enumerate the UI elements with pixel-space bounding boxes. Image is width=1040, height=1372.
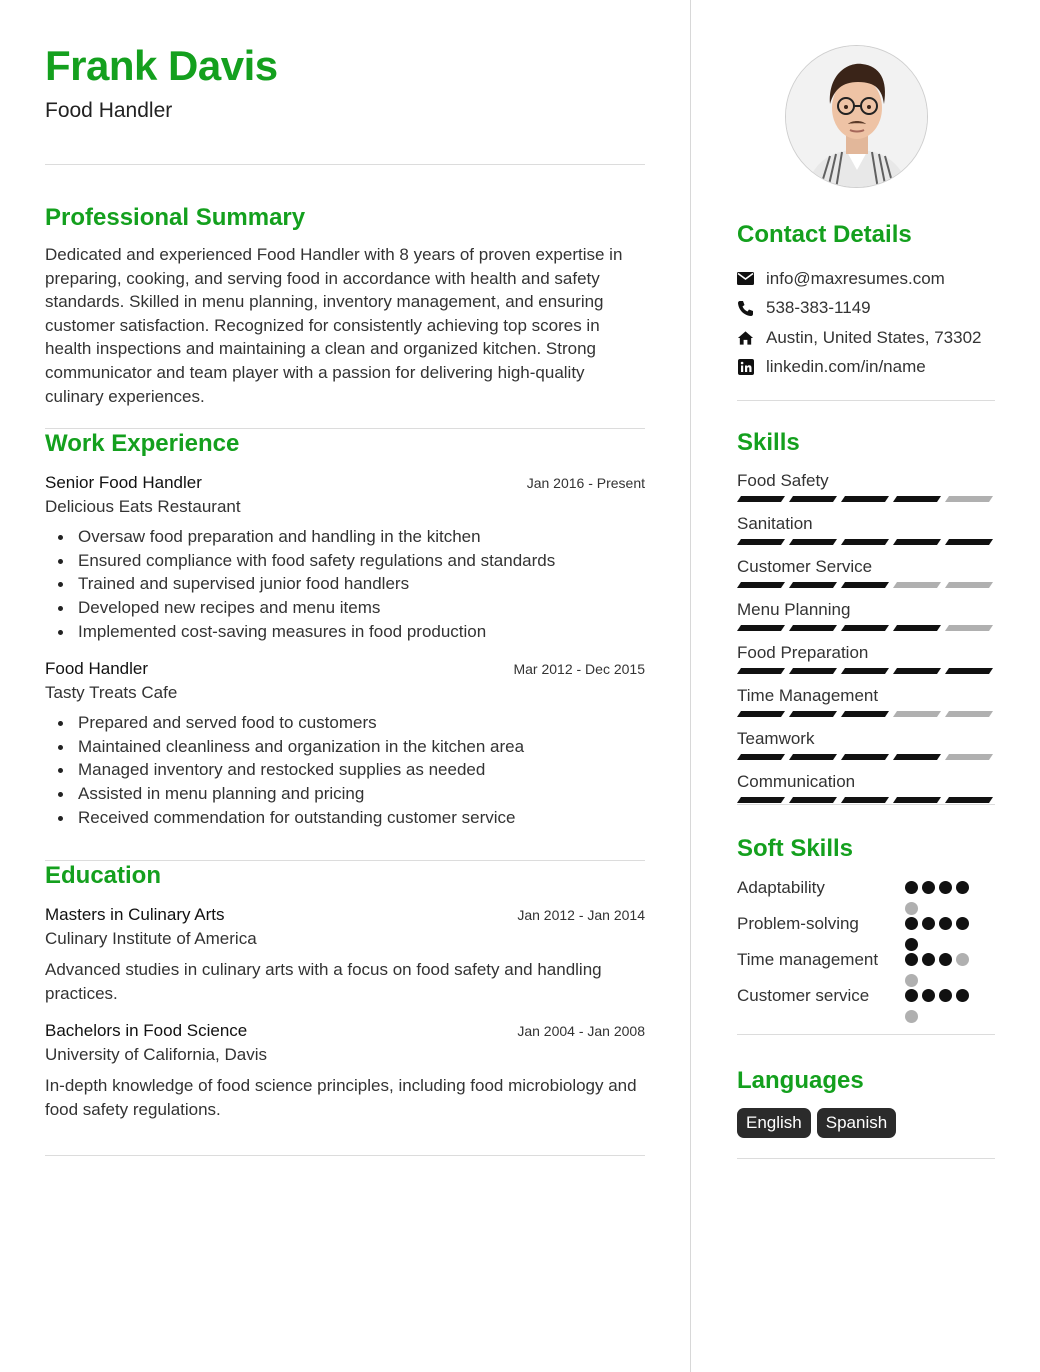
rating-dot [905,953,918,966]
soft-skill-label: Time management [737,950,879,969]
language-badge: English [737,1108,811,1138]
skill-level-segment [737,797,785,803]
email-text[interactable]: info@maxresumes.com [766,268,945,288]
candidate-name: Frank Davis [45,42,278,89]
rating-dot [922,953,935,966]
main-column [45,40,645,1156]
rating-dot [956,917,969,930]
skill-level-bar [737,496,993,502]
soft-skill-label: Problem-solving [737,914,859,933]
soft-skill-item [737,876,995,906]
bullet-item: Received commendation for outstanding customer service [45,806,645,830]
skill-level-bar [737,754,993,760]
education-divider [45,1155,645,1156]
soft-skill-item [737,912,995,942]
column-divider [690,0,691,1372]
skill-level-segment [789,711,837,717]
soft-skill-item [737,948,995,978]
skill-level-segment [841,754,889,760]
rating-dot [905,1010,918,1023]
education-date: Jan 2012 - Jan 2014 [517,907,645,924]
job-date: Mar 2012 - Dec 2015 [513,661,645,678]
contact-divider [737,400,995,401]
header-divider [45,164,645,165]
soft-skills-divider [737,1034,995,1035]
soft-skill-rating [905,917,977,951]
linkedin-text[interactable]: linkedin.com/in/name [766,357,926,377]
soft-skill-rating [905,989,977,1023]
education-description: Advanced studies in culinary arts with a focus on food safety and handling practices. [45,960,602,1003]
rating-dot [922,881,935,894]
job-company: Tasty Treats Cafe [45,683,178,703]
bullet-item: Trained and supervised junior food handlers [45,572,645,596]
skill-item [737,556,995,599]
rating-dot [956,989,969,1002]
skills-list [737,470,995,814]
soft-skills-section [737,834,995,1035]
profile-photo [785,45,928,188]
skill-level-segment [893,754,941,760]
skill-level-bar [737,711,993,717]
skill-level-segment [841,496,889,502]
skill-item [737,470,995,513]
skill-level-segment [893,539,941,545]
skill-level-segment [737,625,785,631]
skill-level-segment [893,668,941,674]
languages-divider [737,1158,995,1159]
skill-level-segment [893,496,941,502]
skill-level-segment [789,668,837,674]
education-entry [45,903,645,1005]
bullet-item: Assisted in menu planning and pricing [45,782,645,806]
job-title: Food Handler [45,659,149,679]
rating-dot [905,881,918,894]
skill-level-segment [893,797,941,803]
rating-dot [922,989,935,1002]
soft-skill-item [737,984,995,1014]
address-text: Austin, United States, 73302 [766,327,982,347]
skill-level-segment [945,539,993,545]
skill-item [737,599,995,642]
bullet-item: Managed inventory and restocked supplies as needed [45,758,645,782]
skill-level-bar [737,582,993,588]
skill-item [737,642,995,685]
skill-level-segment [737,754,785,760]
languages-section [737,1066,995,1159]
skill-level-segment [841,582,889,588]
skill-level-segment [945,496,993,502]
skill-level-bar [737,539,993,545]
contact-title: Contact Details [737,221,912,248]
skill-level-segment [945,754,993,760]
skill-level-segment [789,496,837,502]
skill-level-segment [841,539,889,545]
job-entry [45,657,645,829]
job-company: Delicious Eats Restaurant [45,497,241,517]
language-badge: Spanish [817,1108,896,1138]
job-title: Senior Food Handler [45,473,202,493]
linkedin-icon [737,359,754,376]
skill-level-segment [841,797,889,803]
school-name: University of California, Davis [45,1045,268,1065]
phone-text[interactable]: 538-383-1149 [766,298,871,318]
rating-dot [939,953,952,966]
languages-list [737,1108,995,1138]
education-date: Jan 2004 - Jan 2008 [517,1023,645,1040]
rating-dot [922,917,935,930]
portrait-image [786,46,928,188]
skill-level-segment [789,582,837,588]
education-section [45,861,645,1121]
skill-level-segment [737,582,785,588]
summary-title: Professional Summary [45,204,306,231]
phone-icon [737,300,754,317]
skill-label: Menu Planning [737,600,851,619]
skill-item [737,685,995,728]
skill-level-segment [789,754,837,760]
skill-level-segment [737,711,785,717]
skill-level-bar [737,797,993,803]
rating-dot [905,917,918,930]
summary-text: Dedicated and experienced Food Handler with 8 years of proven expertise in preparing, cooking, and serving food in accordance with health and safety standards. Skilled in menu planning, inventory management, and ensuring customer satisfaction. Recognized for consistently achieving top scores in health inspections and maintaining a clean and organized kitchen. Strong communicator and team player with a passion for delivering high-quality culinary experiences. [45,245,623,406]
job-entry [45,471,645,643]
skill-label: Time Management [737,686,879,705]
rating-dot [956,881,969,894]
skill-level-segment [737,539,785,545]
bullet-item: Prepared and served food to customers [45,711,645,735]
skill-item [737,771,995,814]
bullet-item: Ensured compliance with food safety regulations and standards [45,549,645,573]
skill-level-segment [737,668,785,674]
education-entry [45,1019,645,1121]
skill-level-segment [893,711,941,717]
education-title: Education [45,862,162,890]
skill-level-bar [737,625,993,631]
soft-skill-rating [905,881,977,915]
skill-label: Food Safety [737,471,829,490]
summary-section [45,203,645,408]
bullet-item: Oversaw food preparation and handling in the kitchen [45,525,645,549]
skill-level-segment [841,668,889,674]
job-date: Jan 2016 - Present [526,475,645,492]
languages-title: Languages [737,1067,864,1094]
skills-section [737,428,995,805]
soft-skill-label: Adaptability [737,878,825,897]
contact-email [737,264,995,294]
degree-title: Masters in Culinary Arts [45,905,225,925]
experience-title: Work Experience [45,430,240,458]
experience-section [45,429,645,829]
contact-section [737,220,995,401]
education-description: In-depth knowledge of food science principles, including food microbiology and food safety regulations. [45,1076,637,1119]
soft-skills-title: Soft Skills [737,835,854,862]
skill-label: Food Preparation [737,643,869,662]
bullet-item: Developed new recipes and menu items [45,596,645,620]
skill-level-segment [789,625,837,631]
skill-label: Teamwork [737,729,815,748]
job-bullets [45,711,645,829]
job-bullets [45,525,645,643]
skill-level-segment [789,539,837,545]
skill-level-segment [893,625,941,631]
envelope-icon [737,270,754,287]
skill-level-segment [945,711,993,717]
rating-dot [905,989,918,1002]
skill-level-segment [945,582,993,588]
soft-skill-label: Customer service [737,986,870,1005]
home-icon [737,329,754,346]
bullet-item: Implemented cost-saving measures in food production [45,620,645,644]
degree-title: Bachelors in Food Science [45,1021,248,1041]
school-name: Culinary Institute of America [45,929,257,949]
skill-level-segment [841,625,889,631]
candidate-role: Food Handler [45,99,173,122]
rating-dot [939,917,952,930]
contact-linkedin [737,353,995,383]
skill-level-segment [841,711,889,717]
skills-title: Skills [737,429,800,456]
contact-phone [737,294,995,324]
skill-item [737,728,995,771]
soft-skills-list [737,876,995,1014]
rating-dot [939,881,952,894]
rating-dot [956,953,969,966]
contact-address [737,323,995,353]
skill-level-segment [893,582,941,588]
skill-label: Sanitation [737,514,813,533]
skill-label: Communication [737,772,856,791]
skill-level-bar [737,668,993,674]
skill-label: Customer Service [737,557,873,576]
bullet-item: Maintained cleanliness and organization in the kitchen area [45,735,645,759]
skill-level-segment [945,797,993,803]
skill-level-segment [737,496,785,502]
skill-item [737,513,995,556]
skill-level-segment [945,625,993,631]
skill-level-segment [945,668,993,674]
skill-level-segment [789,797,837,803]
rating-dot [939,989,952,1002]
soft-skill-rating [905,953,977,987]
